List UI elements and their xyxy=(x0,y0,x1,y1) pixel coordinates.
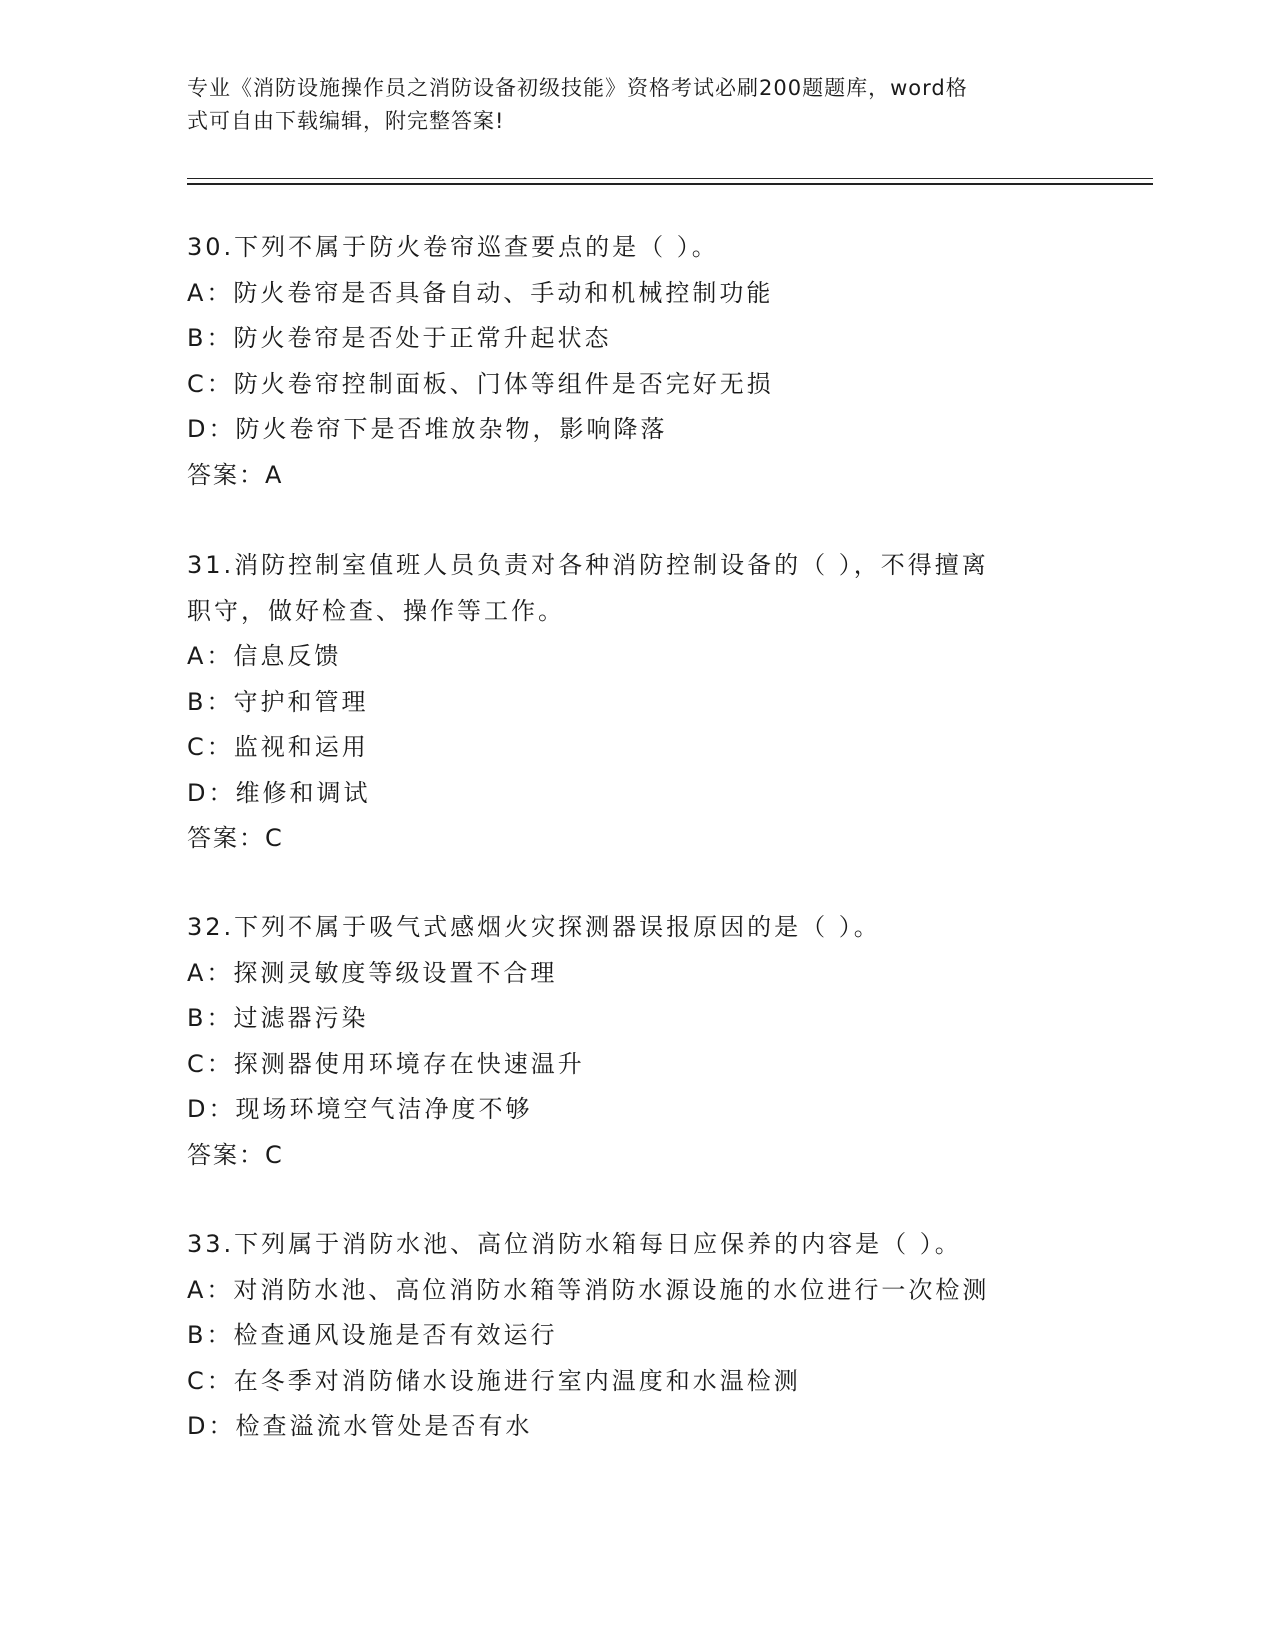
option-b: B：检查通风设施是否有效运行 xyxy=(187,1321,558,1349)
option-a: A：探测灵敏度等级设置不合理 xyxy=(187,958,558,987)
answer-value: C xyxy=(265,824,284,852)
header-line-1: 专业《消防设施操作员之消防设备初级技能》资格考试必刷200题题库，word格 xyxy=(187,76,968,100)
question-31 xyxy=(187,543,1087,862)
answer-label: 答案： xyxy=(187,1140,265,1169)
question-stem: 30.下列不属于防火卷帘巡查要点的是（ ）。 xyxy=(187,233,719,261)
question-32 xyxy=(187,905,1087,1178)
header-divider-thin xyxy=(187,178,1153,179)
question-stem-line-2: 职守，做好检查、操作等工作。 xyxy=(187,596,565,625)
question-stem-line-1: 31.消防控制室值班人员负责对各种消防控制设备的（ ），不得擅离 xyxy=(187,551,989,579)
answer-line xyxy=(187,816,1087,862)
answer-value: A xyxy=(265,460,284,489)
header-line-2: 式可自由下载编辑，附完整答案! xyxy=(187,109,505,133)
question-stem: 32.下列不属于吸气式感烟火灾探测器误报原因的是（ ）。 xyxy=(187,913,881,941)
option-c: C：监视和运用 xyxy=(187,733,369,761)
option-d: D：现场环境空气洁净度不够 xyxy=(187,1095,533,1123)
option-a: A：防火卷帘是否具备自动、手动和机械控制功能 xyxy=(187,278,774,307)
option-a: A：信息反馈 xyxy=(187,642,342,670)
answer-line xyxy=(187,1133,1087,1179)
question-33 xyxy=(187,1222,1087,1450)
answer-line xyxy=(187,453,1087,499)
option-c: C：防火卷帘控制面板、门体等组件是否完好无损 xyxy=(187,369,774,398)
option-d: D：维修和调试 xyxy=(187,778,371,807)
option-d: D：防火卷帘下是否堆放杂物，影响降落 xyxy=(187,415,668,443)
answer-label: 答案： xyxy=(187,460,265,489)
document-header xyxy=(187,72,1067,138)
option-a: A：对消防水池、高位消防水箱等消防水源设施的水位进行一次检测 xyxy=(187,1275,990,1304)
option-b: B：守护和管理 xyxy=(187,687,369,716)
option-d: D：检查溢流水管处是否有水 xyxy=(187,1412,533,1440)
answer-value: C xyxy=(265,1140,284,1169)
option-b: B：过滤器污染 xyxy=(187,1004,369,1032)
option-c: C：探测器使用环境存在快速温升 xyxy=(187,1049,585,1078)
question-stem: 33.下列属于消防水池、高位消防水箱每日应保养的内容是（ ）。 xyxy=(187,1230,962,1258)
answer-label: 答案： xyxy=(187,824,265,852)
question-30 xyxy=(187,225,1087,498)
header-divider-thick xyxy=(187,183,1153,185)
option-b: B：防火卷帘是否处于正常升起状态 xyxy=(187,324,612,352)
option-c: C：在冬季对消防储水设施进行室内温度和水温检测 xyxy=(187,1366,801,1395)
